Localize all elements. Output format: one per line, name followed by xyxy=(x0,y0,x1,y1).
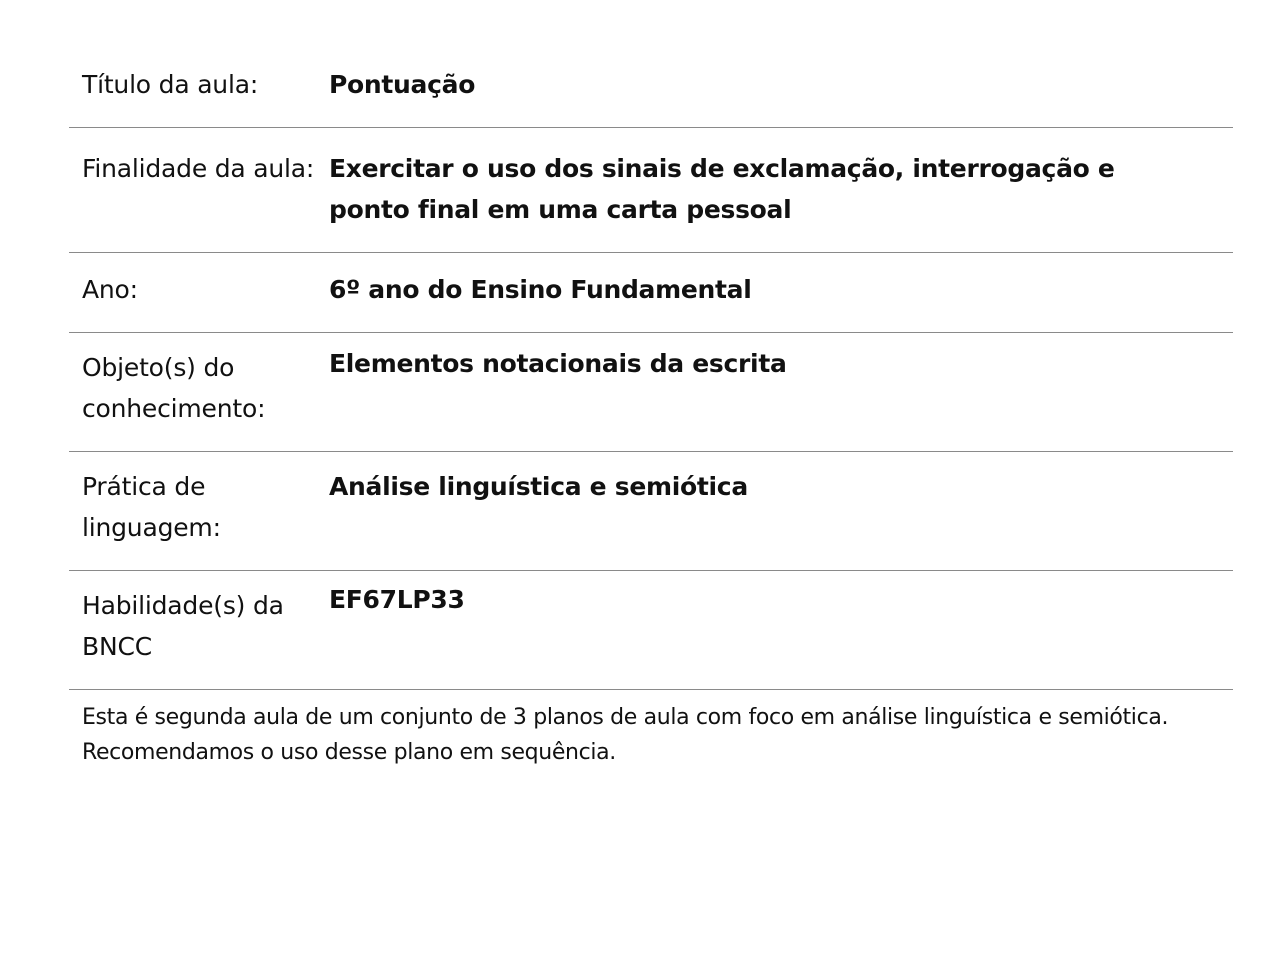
lesson-purpose-label: Finalidade da aula: xyxy=(82,154,315,183)
lesson-title-label: Título da aula: xyxy=(82,70,259,99)
language-practice-label: Prática de linguagem: xyxy=(82,472,221,542)
bncc-skills-label: Habilidade(s) da BNCC xyxy=(82,591,284,661)
row-bncc-skills xyxy=(69,571,1233,690)
lesson-purpose-value: Exercitar o uso dos sinais de exclamação, interrogação e ponto final em uma carta pessoal xyxy=(329,154,1115,224)
row-knowledge-object xyxy=(69,333,1233,452)
row-lesson-title xyxy=(69,44,1233,128)
grade-value: 6º ano do Ensino Fundamental xyxy=(329,275,752,304)
row-lesson-purpose xyxy=(69,128,1233,253)
row-language-practice xyxy=(69,452,1233,571)
knowledge-object-label: Objeto(s) do conhecimento: xyxy=(82,353,266,423)
knowledge-object-value: Elementos notacionais da escrita xyxy=(329,349,787,378)
lesson-info-table xyxy=(69,44,1233,690)
bncc-skills-value: EF67LP33 xyxy=(329,585,465,614)
grade-label: Ano: xyxy=(82,275,138,304)
lesson-plan-sheet xyxy=(69,44,1233,770)
sequence-note: Esta é segunda aula de um conjunto de 3 planos de aula com foco em análise linguística e semiótica. Recomendamos o uso desse plano em sequência. xyxy=(82,705,1169,765)
lesson-title-value: Pontuação xyxy=(329,70,476,99)
language-practice-value: Análise linguística e semiótica xyxy=(329,472,748,501)
row-grade xyxy=(69,253,1233,333)
